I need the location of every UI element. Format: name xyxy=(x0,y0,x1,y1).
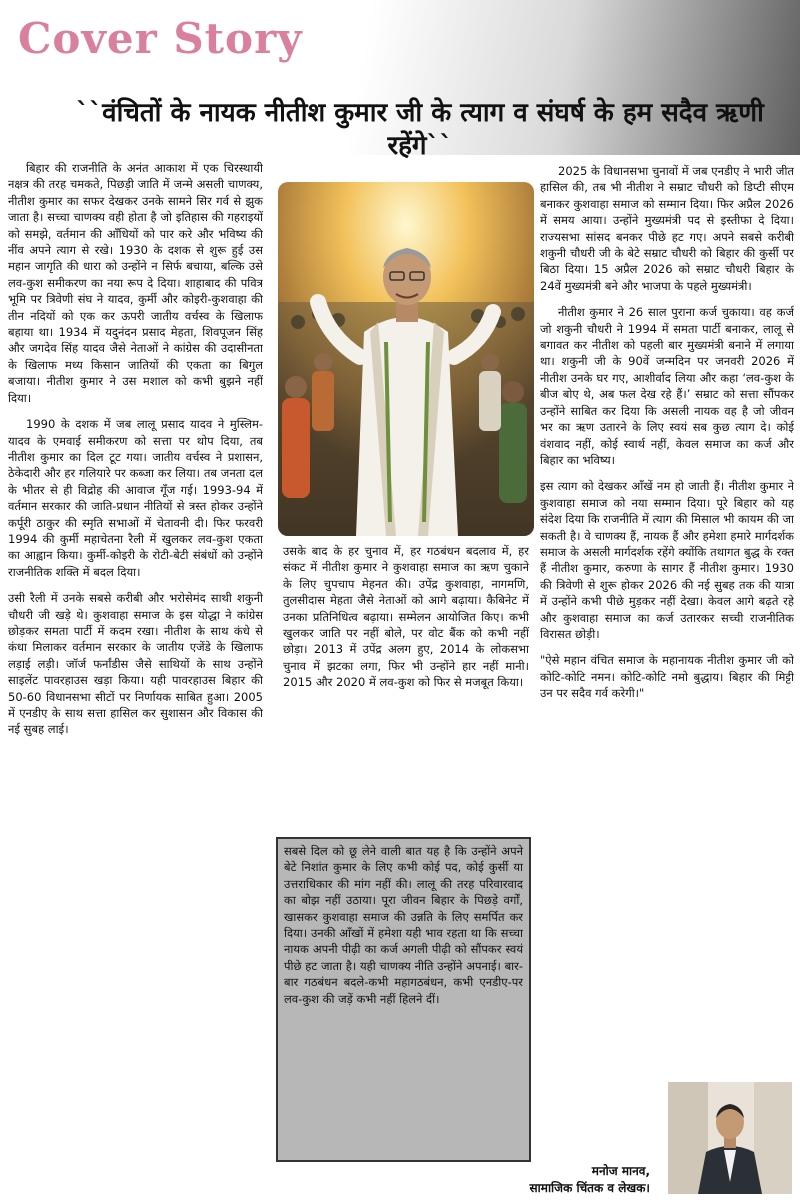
left-column xyxy=(8,160,263,1195)
right-column xyxy=(540,163,794,1083)
section-title: Cover Story xyxy=(18,14,303,63)
paragraph: बिहार की राजनीति के अनंत आकाश में एक चिरस्थायी नक्षत्र की तरह चमकते, पिछड़ी जाति में जन्मे असली चाणक्य, नीतीश कुमार का सफर देखकर उनके सामने सिर गर्व से झुक जाता है। सच्चा चाणक्य वही होता है जो इतिहास की गहराइयों को समझे, वर्तमान की आँधियों को पार करे और भविष्य की नींव अपने त्याग से रखे। 1930 के दशक से शुरू हुई उस महान जागृति की धारा को उन्होंने न सिर्फ बचाया, बल्कि उसे लव-कुश समीकरण का नया रूप दे दिया। शाहाबाद की पवित्र भूमि पर त्रिवेणी संघ ने यादव, कुर्मी और कोइरी-कुशवाहा की तीन नदियों को एक कर ऊपरी जातीय वर्चस्व के खिलाफ बहाया था। 1934 में यदुनंदन प्रसाद मेहता, शिवपूजन सिंह और जगदेव सिंह यादव जैसे नेताओं ने कांग्रेस की उदासीनता के खिलाफ मध्य किसान जातियों की एकता का बिगुल बजाया। नीतीश कुमार ने उस मशाल को कभी बुझने नहीं दिया। xyxy=(8,161,263,405)
middle-column xyxy=(283,543,529,833)
paragraph: उसके बाद के हर चुनाव में, हर गठबंधन बदलाव में, हर संकट में नीतीश कुमार ने कुशवाहा समाज का ऋण चुकाने के लिए चुपचाप मेहनत की। उपेंद्र कुशवाहा, नागमणि, तुलसीदास मेहता जैसे नेताओं को आगे बढ़ाया। कैबिनेट में उनका प्रतिनिधित्व बढ़ाया। सम्मेलन आयोजित किए। कभी खुलकर जाति पर नहीं बोले, पर वोट बैंक को कभी नहीं छोड़ा। 2013 में उपेंद्र अलग हुए, 2014 के लोकसभा चुनाव में झटका लगा, फिर भी उन्होंने हार नहीं मानी। 2015 और 2020 में लव-कुश को फिर से मजबूत किया। xyxy=(283,544,529,690)
paragraph: उसी रैली में उनके सबसे करीबी और भरोसेमंद साथी शकुनी चौधरी जी खड़े थे। कुशवाहा समाज के इस योद्धा ने कांग्रेस छोड़कर समता पार्टी में कदम रखा। नीतीश के साथ कंधे से कंधा मिलाकर वर्तमान सरकार के जातीय एजेंडे के खिलाफ लड़ाई लड़ी। जॉर्ज फर्नांडीस जैसे साथियों के साथ उन्होंने साइलेंट पावरहाउस खड़ा किया। यही पावरहाउस बिहार की 50-60 विधानसभा सीटों पर निर्णायक साबित हुआ। 2005 में एनडीए के साथ सत्ता हासिल कर सुशासन और विकास की नई सुबह लाई। xyxy=(8,591,263,737)
author-credit xyxy=(530,1163,650,1197)
paragraph: नीतीश कुमार ने 26 साल पुराना कर्ज चुकाया। वह कर्ज जो शकुनी चौधरी ने 1994 में समता पार्टी बनाकर, लालू से बगावत कर नीतीश को पहली बार मुख्यमंत्री बनाने में लगाया था। शकुनी जी के 90वें जन्मदिन पर जनवरी 2026 में नीतीश उनके घर गए, आशीर्वाद लिया और कहा ‘लव-कुश के बीज बोए थे, अब फल देख रहे हैं।’ सम्राट को सत्ता सौंपकर उन्होंने साबित कर दिया कि असली नायक वह है जो जीवन भर का ऋण उतारने के लिए स्वयं सब कुछ त्याग दे। कोई वंशवाद नहीं, कोई स्वार्थ नहीं, केवल समाज का कर्ज और बिहार का भविष्य। xyxy=(540,305,794,467)
author-photo xyxy=(668,1082,792,1194)
author-name: मनोज मानव, xyxy=(591,1164,650,1178)
paragraph: इस त्याग को देखकर आँखें नम हो जाती हैं। नीतीश कुमार ने कुशवाहा समाज को नया सम्मान दिया। पूरे बिहार को यह संदेश दिया कि राजनीति में त्याग की मिसाल भी कायम की जा सकती है। वे चाणक्य हैं, नायक हैं और हमेशा हमारे मार्गदर्शक समाज के असली मार्गदर्शक रहेंगे क्योंकि तथागत बुद्ध के रक्त हैं नीतीश कुमार, करुणा के सागर हैं नीतीश कुमार। 1930 की त्रिवेणी से शुरू होकर 2026 की नई सुबह तक की यात्रा में उन्होंने कभी पीछे मुड़कर नहीं देखा। केवल आगे बढ़ते रहे और कुशवाहा समाज का कर्ज उतारकर सच्ची राजनीतिक विरासत छोड़ी। xyxy=(540,479,794,641)
hero-photo xyxy=(278,182,534,536)
paragraph: 1990 के दशक में जब लालू प्रसाद यादव ने मुस्लिम-यादव के एमवाई समीकरण को सत्ता पर थोप दिया, तब नीतीश कुमार का दिल टूट गया। जातीय वर्चस्व ने प्रशासन, ठेकेदारी और हर गलियारे पर कब्जा कर लिया। तब जनता दल के भीतर से ही विद्रोह की आवाज गूँज गई। 1993-94 में वर्तमान सरकार की जाति-प्रधान नीतियों से त्रस्त होकर उन्होंने कर्पूरी ठाकुर की स्मृति सभाओं में चेतावनी दी। फिर फरवरी 1994 की कुर्मी महाचेतना रैली में खुलकर लव-कुश एकता का आह्वान किया। कुर्मी-कोइरी के रोटी-बेटी संबंधों को उन्होंने राजनीतिक शक्ति में बदल दिया। xyxy=(8,417,263,579)
author-portrait xyxy=(668,1082,792,1194)
paragraph: 2025 के विधानसभा चुनावों में जब एनडीए ने भारी जीत हासिल की, तब भी नीतीश ने सम्राट चौधरी को डिप्टी सीएम बनाकर कुशवाहा समाज को सम्मान दिया। फिर अप्रैल 2026 में समय आया। उन्होंने मुख्यमंत्री पद से इस्तीफा दे दिया। राज्यसभा सांसद बनकर पीछे हट गए। अपने सबसे करीबी शकुनी चौधरी जी के बेटे सम्राट चौधरी को बिहार की कुर्सी पर बिठा दिया। 15 अप्रैल 2026 को सम्राट चौधरी बिहार के 24वें मुख्यमंत्री बने और भाजपा के पहले मुख्यमंत्री। xyxy=(540,164,794,293)
highlight-box: सबसे दिल को छू लेने वाली बात यह है कि उन्होंने अपने बेटे निशांत कुमार के लिए कभी कोई पद, कोई कुर्सी या उत्तराधिकार की मांग नहीं की। लालू की तरह परिवारवाद का बोझ नहीं उठाया। पूरा जीवन बिहार के पिछड़े वर्गों, खासकर कुशवाहा समाज की उन्नति के लिए समर्पित कर दिया। उनकी आँखों में हमेशा यही भाव रहता था कि सच्चा नायक अपनी पीढ़ी का कर्ज अगली पीढ़ी को सौंपकर स्वयं पीछे हट जाता है। यही चाणक्य नीति उन्होंने अपनाई। बार-बार गठबंधन बदले-कभी महागठबंधन, कभी एनडीए-पर लव-कुश की जड़ें कभी नहीं हिलने दीं। xyxy=(276,837,531,1162)
closing-quote: "ऐसे महान वंचित समाज के महानायक नीतीश कुमार जी को कोटि-कोटि नमन। कोटि-कोटि नमो बुद्धाय। बिहार की मिट्टी उन पर सदैव गर्व करेगी।" xyxy=(540,653,794,701)
headline: ``वंचितों के नायक नीतीश कुमार जी के त्याग व संघर्ष के हम सदैव ऋणी रहेंगे`` xyxy=(76,98,764,161)
hero-illustration xyxy=(278,182,534,536)
author-title: सामाजिक चिंतक व लेखक। xyxy=(529,1181,650,1195)
